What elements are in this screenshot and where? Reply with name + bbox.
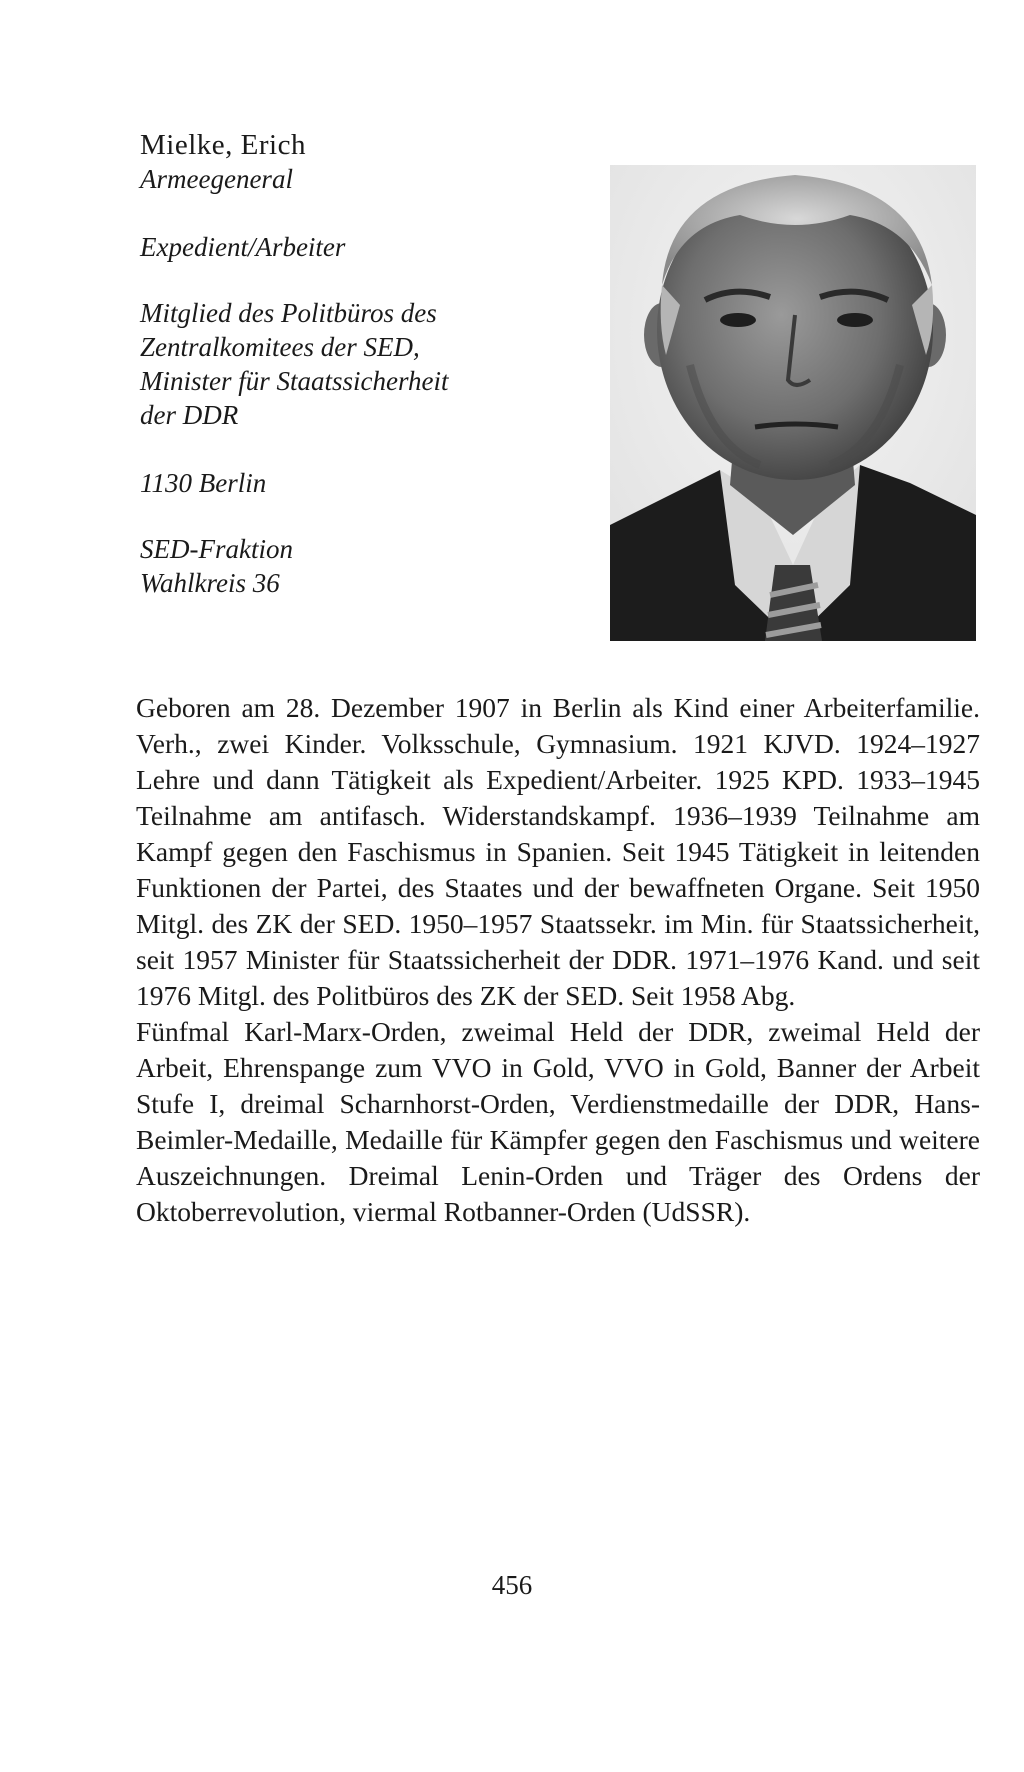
person-profession: Expedient/Arbeiter: [140, 232, 346, 262]
position-line: der DDR: [140, 400, 239, 430]
biography-text: [136, 690, 980, 1230]
person-name: Mielke, Erich: [140, 129, 306, 161]
position-line: Zentralkomitees der SED,: [140, 332, 420, 362]
biography-paragraph: Geboren am 28. Dezember 1907 in Berlin als Kind einer Arbeiterfamilie. Verh., zwei Kinder. Volksschule, Gymnasium. 1921 KJVD. 1924–1927 Lehre und dann Tätigkeit als Expedient/Arbeiter. 1925 KPD. 1933–1945 Teilnahme am antifasch. Widerstandskampf. 1936–1939 Teilnahme am Kampf gegen den Faschismus in Spanien. Seit 1945 Tätigkeit in leitenden Funktionen der Partei, des Staates und der bewaffneten Organe. Seit 1950 Mitgl. des ZK der SED. 1950–1957 Staatssekr. im Min. für Staatssicherheit, seit 1957 Minister für Staatssicherheit der DDR. 1971–1976 Kand. und seit 1976 Mitgl. des Politbüros des ZK der SED. Seit 1958 Abg.: [136, 692, 980, 1011]
entry-header: [140, 128, 580, 600]
person-parliament-info: [140, 532, 580, 600]
biography-paragraph: Fünfmal Karl-Marx-Orden, zweimal Held der DDR, zweimal Held der Arbeit, Ehrenspange zum VVO in Gold, VVO in Gold, Banner der Arbeit Stufe I, dreimal Scharnhorst-Orden, Verdienstmedaille der DDR, Hans-Beimler-Medaille, Medaille für Kämpfer gegen den Faschismus und weitere Auszeichnungen. Dreimal Lenin-Orden und Träger des Ordens der Oktoberrevolution, viermal Rotbanner-Orden (UdSSR).: [136, 1016, 980, 1227]
person-constituency: Wahlkreis 36: [140, 568, 280, 598]
position-line: Mitglied des Politbüros des: [140, 298, 437, 328]
person-positions: [140, 296, 580, 432]
position-line: Minister für Staatssicherheit: [140, 366, 449, 396]
person-location: 1130 Berlin: [140, 468, 267, 498]
person-rank: Armeegeneral: [140, 164, 293, 194]
page-number: 456: [491, 1570, 533, 1600]
person-faction: SED-Fraktion: [140, 534, 293, 564]
portrait-photo: [610, 165, 976, 641]
